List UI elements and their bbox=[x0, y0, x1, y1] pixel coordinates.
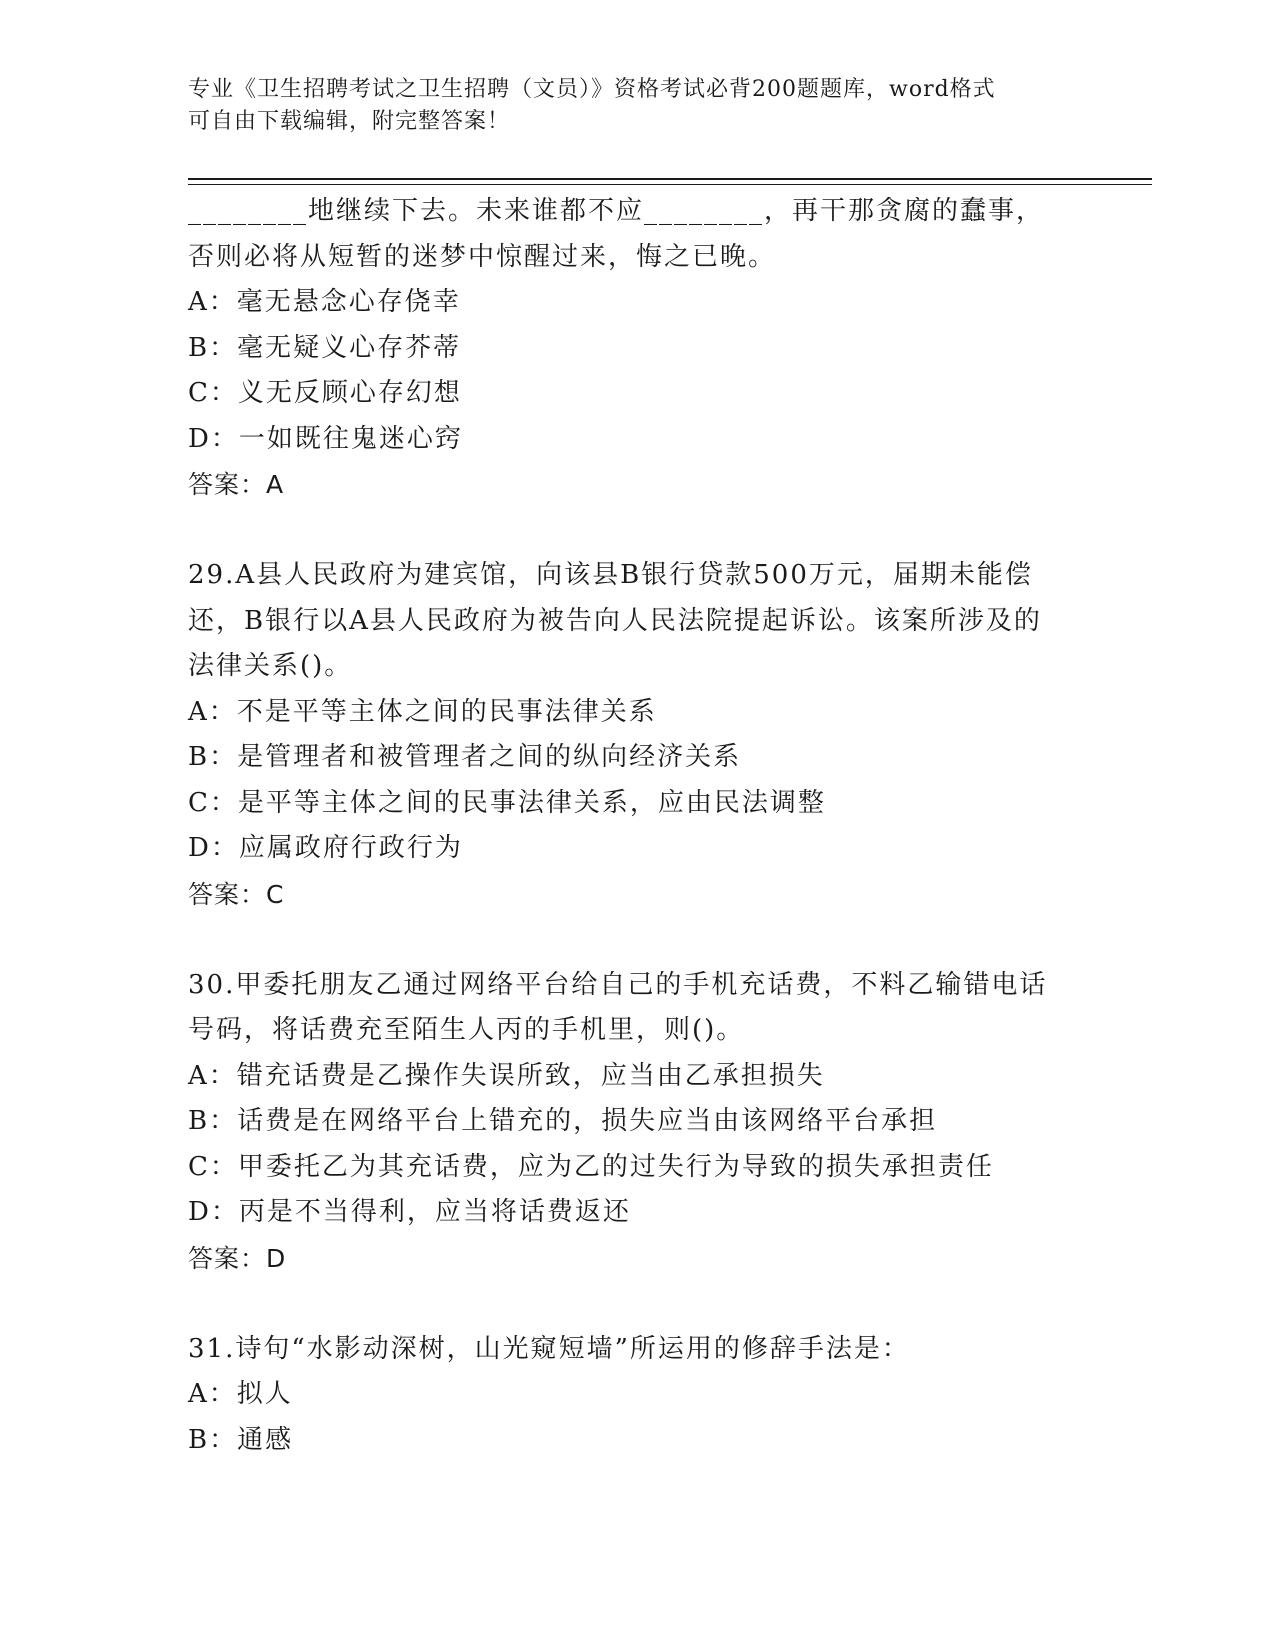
header-title-line-2: 可自由下载编辑，附完整答案！ bbox=[188, 109, 511, 134]
question-text: 否则必将从短暂的迷梦中惊醒过来，悔之已晚。 bbox=[188, 241, 777, 272]
document-header bbox=[188, 74, 1068, 138]
option-b: B：话费是在网络平台上错充的，损失应当由该网络平台承担 bbox=[188, 1106, 938, 1136]
question-text: 号码，将话费充至陌生人丙的手机里，则()。 bbox=[188, 1015, 745, 1045]
question-29 bbox=[188, 553, 1088, 917]
option-b: B：通感 bbox=[188, 1424, 294, 1455]
question-text: 30.甲委托朋友乙通过网络平台给自己的手机充话费，不料乙输错电话 bbox=[188, 969, 1048, 1000]
option-a: A：不是平等主体之间的民事法律关系 bbox=[188, 696, 657, 727]
header-divider-thick bbox=[188, 178, 1152, 180]
question-text: ________地继续下去。未来谁都不应________，再干那贪腐的蠢事， bbox=[188, 196, 1045, 226]
spacer bbox=[188, 917, 1088, 963]
spacer bbox=[188, 508, 1088, 554]
question-text: 31.诗句“水影动深树，山光窥短墙”所运用的修辞手法是： bbox=[188, 1333, 910, 1364]
question-list bbox=[188, 189, 1088, 1463]
option-b: B：是管理者和被管理者之间的纵向经济关系 bbox=[188, 742, 742, 772]
answer-line: 答案：C bbox=[188, 879, 285, 909]
option-c: C：甲委托乙为其充话费，应为乙的过失行为导致的损失承担责任 bbox=[188, 1151, 994, 1182]
header-divider-thin bbox=[188, 184, 1152, 185]
question-31 bbox=[188, 1327, 1088, 1464]
question-text: 29.A县人民政府为建宾馆，向该县B银行贷款500万元，届期未能偿 bbox=[188, 560, 1033, 590]
header-title-line-1: 专业《卫生招聘考试之卫生招聘（文员）》资格考试必背200题题库，word格式 bbox=[188, 77, 996, 102]
option-c: C：义无反顾心存幻想 bbox=[188, 378, 462, 408]
option-a: A：错充话费是乙操作失误所致，应当由乙承担损失 bbox=[188, 1060, 825, 1091]
option-d: D：应属政府行政行为 bbox=[188, 833, 463, 863]
option-a: A：拟人 bbox=[188, 1379, 293, 1409]
question-30 bbox=[188, 963, 1088, 1282]
option-a: A：毫无悬念心存侥幸 bbox=[188, 287, 461, 317]
answer-line: 答案：D bbox=[188, 1243, 287, 1273]
question-text: 法律关系()。 bbox=[188, 651, 353, 681]
option-c: C：是平等主体之间的民事法律关系，应由民法调整 bbox=[188, 787, 826, 818]
answer-line: 答案：A bbox=[188, 470, 285, 499]
option-d: D：一如既往鬼迷心窍 bbox=[188, 423, 463, 454]
question-28 bbox=[188, 189, 1088, 508]
question-text: 还，B银行以A县人民政府为被告向人民法院提起诉讼。该案所涉及的 bbox=[188, 605, 1042, 636]
option-b: B：毫无疑义心存芥蒂 bbox=[188, 332, 462, 363]
spacer bbox=[188, 1281, 1088, 1327]
option-d: D：丙是不当得利，应当将话费返还 bbox=[188, 1197, 631, 1227]
